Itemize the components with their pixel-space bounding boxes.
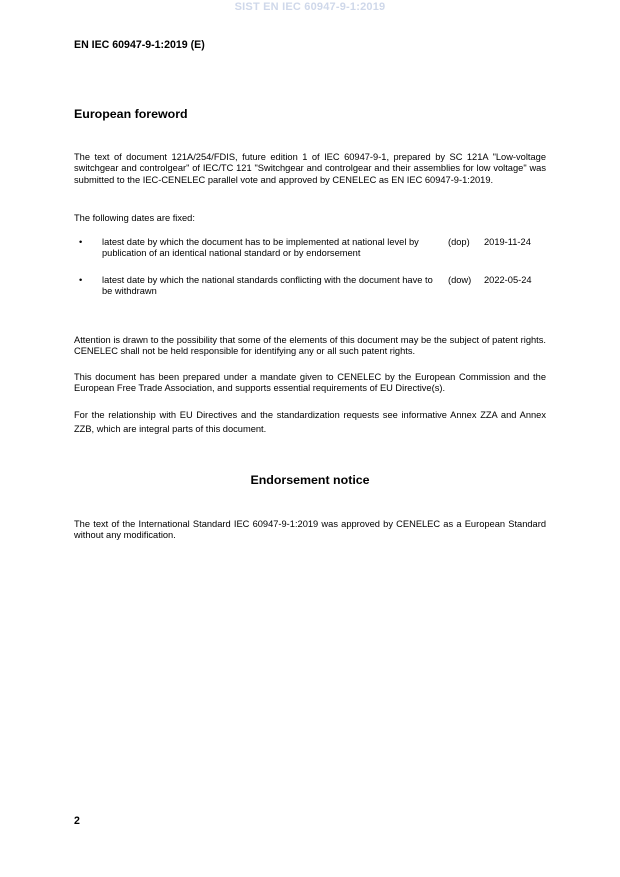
foreword-title: European foreword bbox=[74, 107, 188, 121]
document-id-header: EN IEC 60947-9-1:2019 (E) bbox=[74, 39, 205, 51]
page-number: 2 bbox=[74, 815, 80, 827]
date-description-dow: latest date by which the national standards conflicting with the document have to be withdrawn bbox=[102, 275, 433, 297]
foreword-intro-paragraph: The text of document 121A/254/FDIS, future edition 1 of IEC 60947-9-1, prepared by SC 121A "Low-voltage switchgear and controlgear" of IEC/TC 121 "Switchgear and controlgear and their assemblies for low voltage" was submitted to the IEC-CENELEC parallel vote and approved by CENELEC as EN IEC 60947-9-1:2019. bbox=[74, 152, 546, 185]
date-code-dop: (dop) bbox=[448, 237, 470, 247]
date-code-dow: (dow) bbox=[448, 275, 472, 285]
relationship-paragraph: For the relationship with EU Directives and the standardization requests see informative Annex ZZA and Annex ZZB, which are integral parts of this document. bbox=[74, 410, 546, 434]
endorsement-title: Endorsement notice bbox=[250, 473, 370, 487]
date-value-dop: 2019-11-24 bbox=[484, 237, 531, 247]
endorsement-paragraph: The text of the International Standard IEC 60947-9-1:2019 was approved by CENELEC as a European Standard without any modification. bbox=[74, 519, 546, 541]
date-description-dop: latest date by which the document has to be implemented at national level by publication of an identical national standard or by endorsement bbox=[102, 237, 419, 259]
dates-intro: The following dates are fixed: bbox=[74, 213, 195, 223]
bullet-dop: • bbox=[79, 237, 83, 247]
watermark: SIST EN IEC 60947-9-1:2019 bbox=[234, 1, 386, 13]
mandate-paragraph: This document has been prepared under a mandate given to CENELEC by the European Commission and the European Free Trade Association, and supports essential requirements of EU Directive(s). bbox=[74, 372, 546, 394]
bullet-dow: • bbox=[79, 275, 83, 285]
date-value-dow: 2022-05-24 bbox=[484, 275, 532, 285]
patent-paragraph: Attention is drawn to the possibility that some of the elements of this document may be the subject of patent rights. CENELEC shall not be held responsible for identifying any or all such patent rights. bbox=[74, 335, 546, 357]
